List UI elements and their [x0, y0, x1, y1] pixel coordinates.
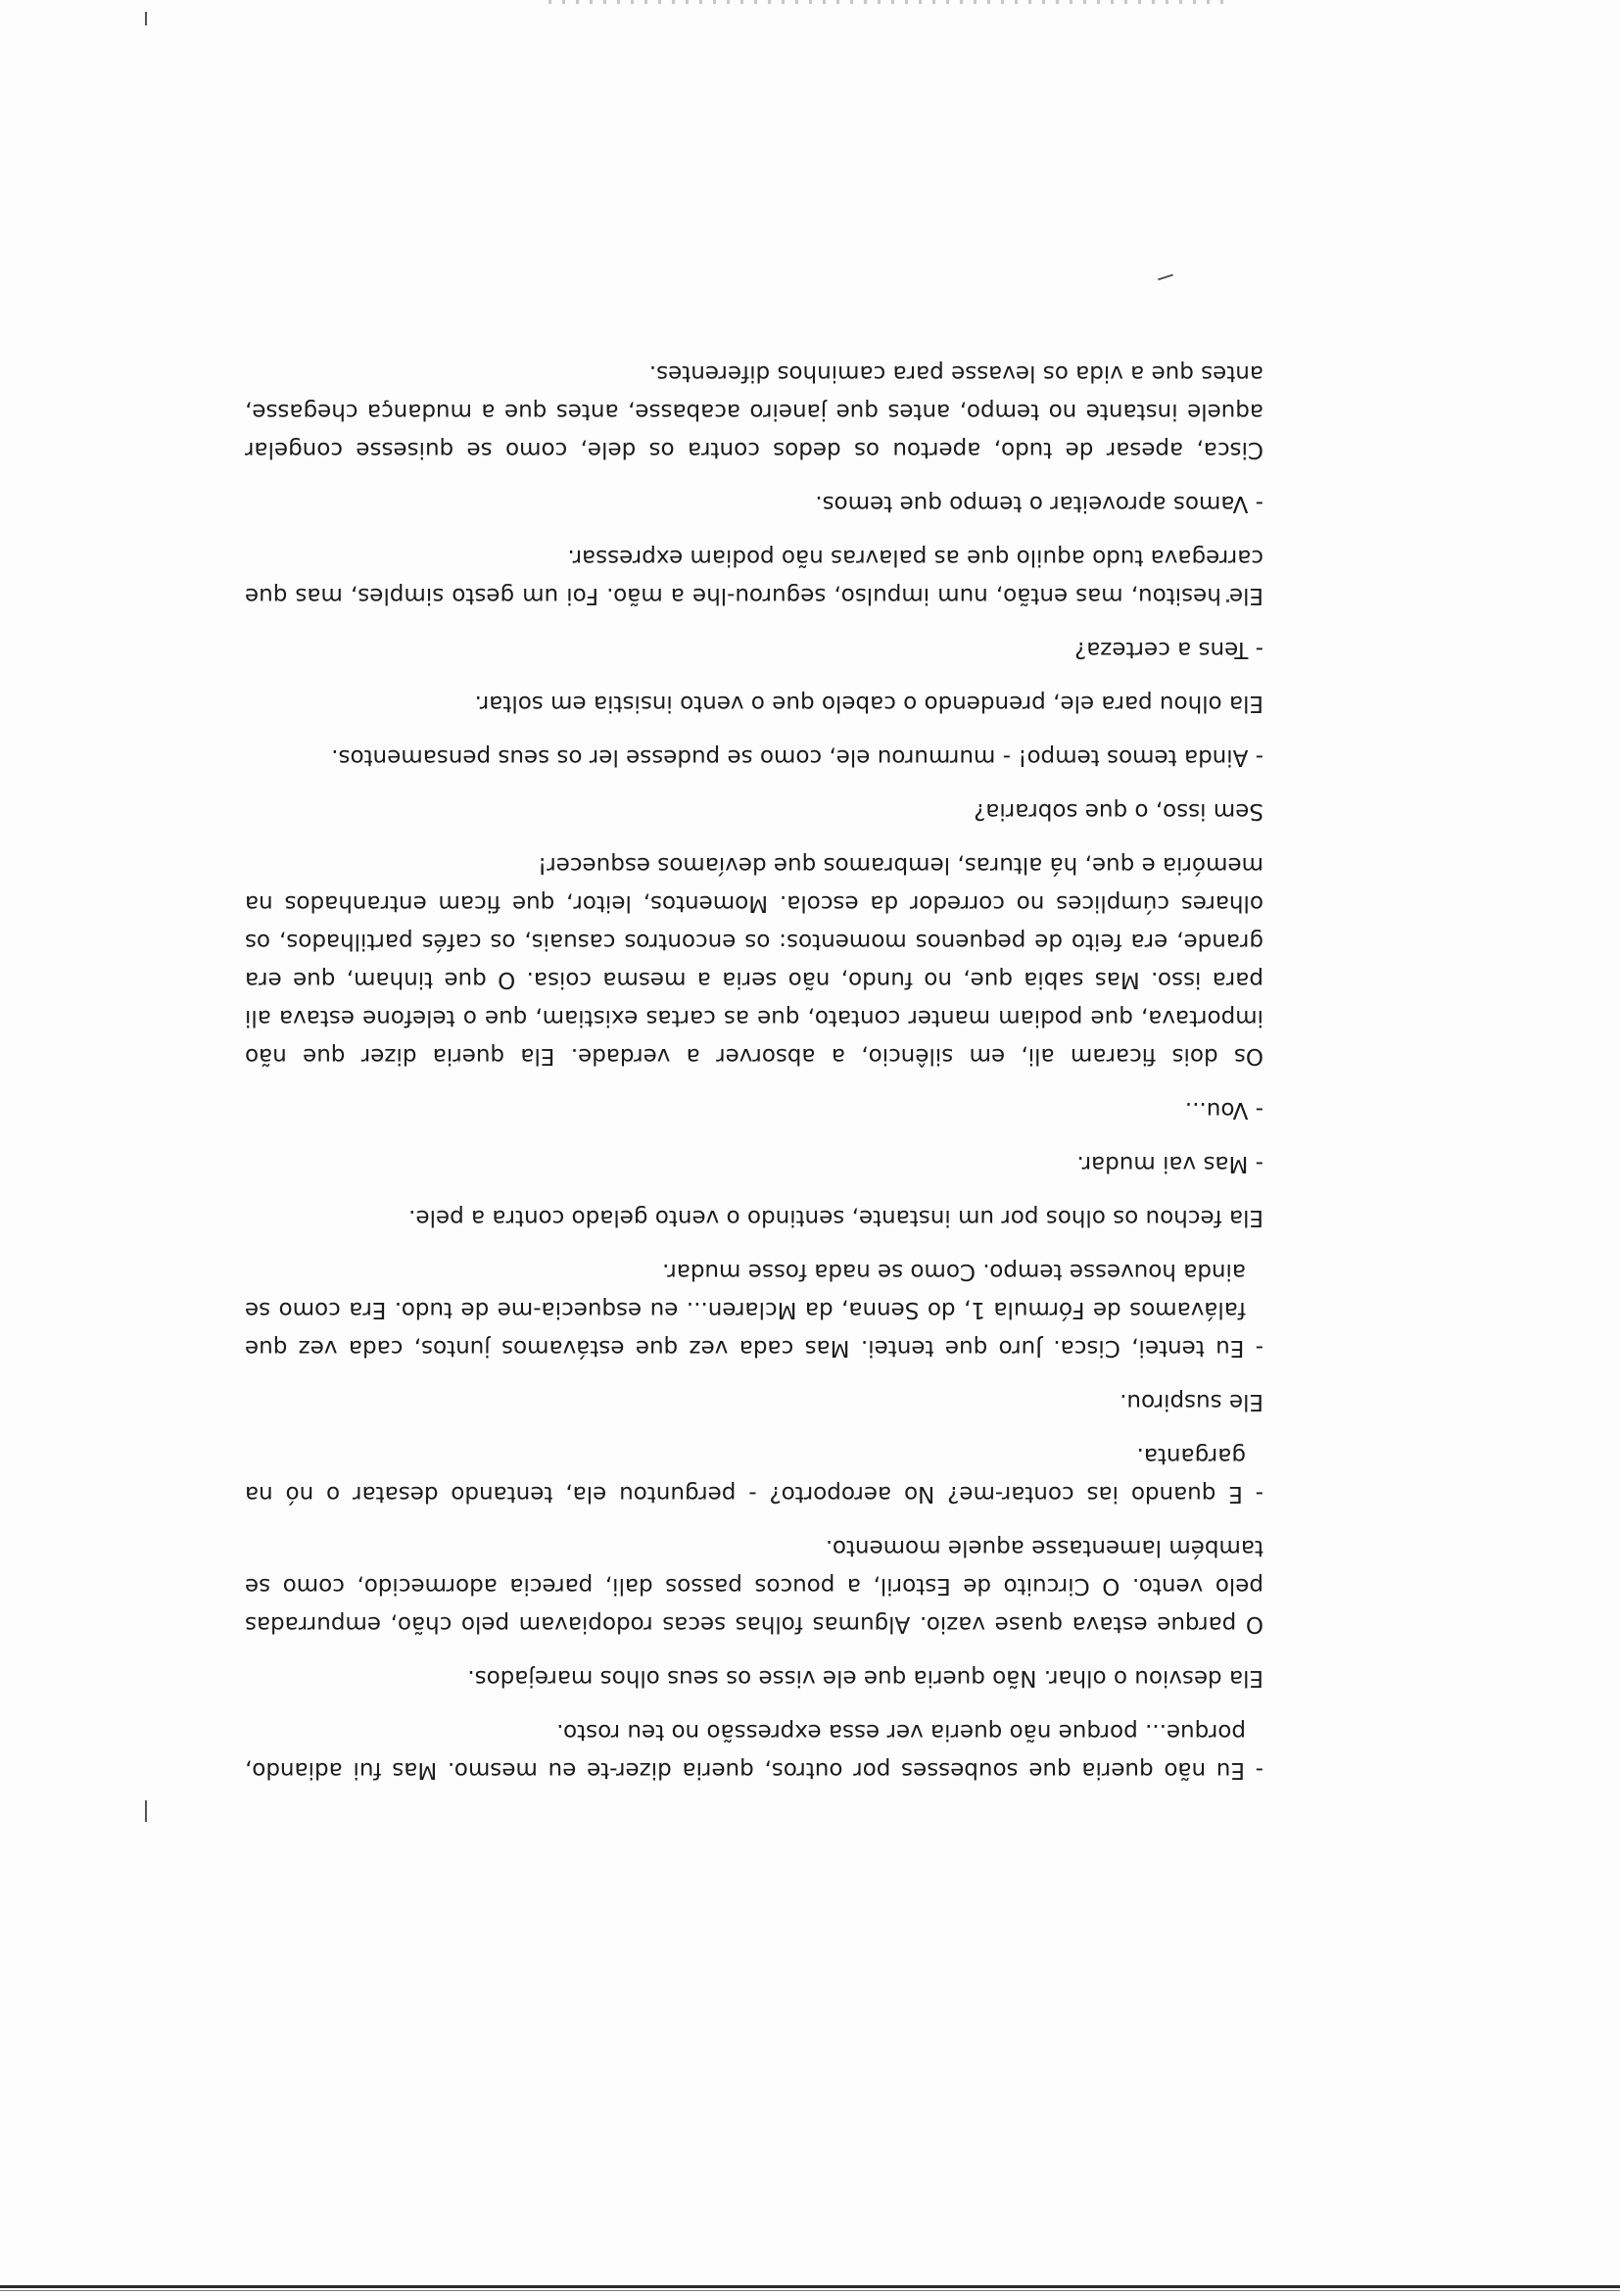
paragraph: Ele hesitou, mas então, num impulso, segurou-lhe a mão. Foi um gesto simples, mas que carregava tudo aquilo que as palavras não podiam expressar.: [245, 545, 1263, 608]
scan-noise: [548, 0, 1234, 4]
paragraph: O parque estava quase vazio. Algumas folhas secas rodopiavam pelo chão, empurradas pelo vento. O Circuito de Estoril, a poucos passos dali, parecia adormecido, como se também lamentasse aquele momento.: [245, 1535, 1263, 1637]
paragraph: Os dois ficaram ali, em silêncio, a absorver a verdade. Ela queria dizer que não importava, que podiam manter contato, que as cartas existiam, que o telefone estava ali para isso. Mas sabia que, no fundo, não seria a mesma coisa. O que tinham, que era grande, era feito de pequenos momentos: os encontros casuais, os cafés partilhados, os olhares cúmplices no corredor da escola. Momentos, leitor, que ficam entranhados na memória e que, há alturas, lembramos que devíamos esquecer!: [245, 852, 1263, 1069]
scan-speck: [145, 1800, 147, 1822]
scan-speck: [1158, 274, 1173, 281]
scan-edge-line: [0, 2290, 1620, 2291]
paragraph: Ele suspirou.: [1120, 1389, 1263, 1414]
paragraph: - Mas vai mudar.: [1076, 1151, 1263, 1176]
paragraph: Ela fechou os olhos por um instante, sentindo o vento gelado contra a pele.: [408, 1205, 1263, 1230]
scan-edge-line: [0, 2285, 1620, 2288]
paragraph: - Tens a certeza?: [1074, 637, 1263, 662]
paragraph: Ela desviou o olhar. Não queria que ele visse os seus olhos marejados.: [467, 1665, 1263, 1691]
paragraph: Cisca, apesar de tudo, apertou os dedos contra os dele, como se quisesse congelar aquele instante no tempo, antes que janeiro acabasse, antes que a mudança chegasse, antes que a vida os levasse para caminhos diferentes.: [245, 360, 1263, 462]
paragraph: - E quando ias contar-me? No aeroporto? - perguntou ela, tentando desatar o nó na garganta.: [245, 1443, 1263, 1507]
paragraph: - Vou...: [1184, 1097, 1263, 1123]
paragraph: Ela olhou para ele, prendendo o cabelo que o vento insistia em soltar.: [474, 691, 1263, 716]
paragraph: Sem isso, o que sobraria?: [974, 798, 1263, 824]
paragraph: - Eu não queria que soubesses por outros, queria dizer-te eu mesmo. Mas fui adiando, porque... porque não queria ver essa expressão no teu rosto.: [245, 1719, 1263, 1783]
story-text: [245, 338, 1263, 1789]
paragraph: - Ainda temos tempo! - murmurou ele, como se pudesse ler os seus pensamentos.: [331, 744, 1263, 770]
scan-speck: [145, 12, 147, 25]
paragraph: - Vamos aproveitar o tempo que temos.: [815, 491, 1263, 516]
paragraph: - Eu tentei, Cisca. Juro que tentei. Mas cada vez que estávamos juntos, cada vez que falávamos de Fórmula 1, do Senna, da Mclaren... eu esquecia-me de tudo. Era como se ainda houvesse tempo. Como se nada fosse mudar.: [245, 1259, 1263, 1361]
